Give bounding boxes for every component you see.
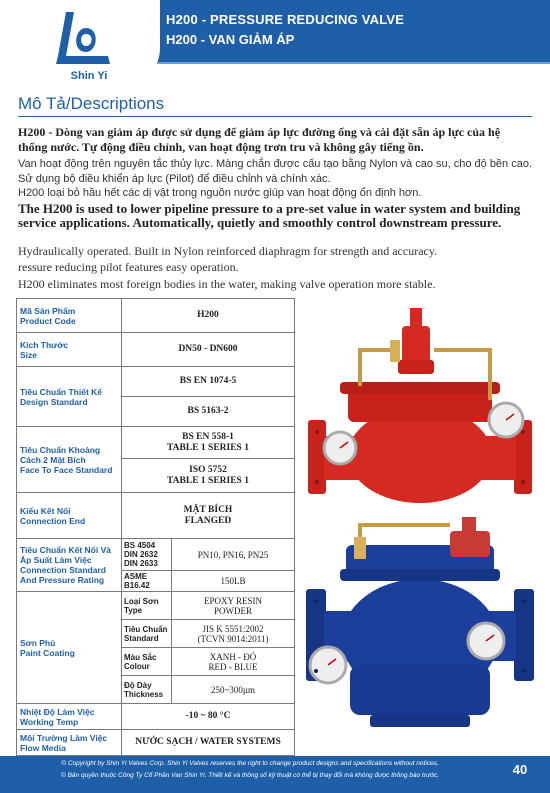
pressure-value-2: 150LB [172, 571, 295, 592]
page-subtitle: H200 - VAN GIẢM ÁP [166, 32, 295, 47]
footer-copyright-vn: © Bản quyền thuộc Công Ty Cổ Phần Van Shin Yi. Thiết kế và thông số kỹ thuật có thể bị thay đổi mà không được thông báo trước. [60, 772, 439, 779]
description-en-1: Hydraulically operated. Built in Nylon reinforced diaphragm for strength and accuracy. [18, 244, 438, 258]
page-number: 40 [512, 762, 528, 777]
red-valve-image [300, 300, 540, 510]
description-vn-2: H200 loại bỏ hầu hết các dị vật trong nguồn nước giúp van hoạt động ổn định hơn. [18, 187, 422, 199]
size-label: Kích Thước Size [17, 333, 122, 367]
face-to-face-label: Tiêu Chuẩn Khoảng Cách 2 Mặt Bích Face To Face Standard [17, 427, 122, 493]
face-to-face-2: ISO 5752 TABLE 1 SERIES 1 [122, 459, 295, 493]
paint-coating-label: Sơn Phủ Paint Coating [17, 592, 122, 704]
page-title: H200 - PRESSURE REDUCING VALVE [166, 12, 405, 27]
connection-end-label: Kiểu Kết Nối Connection End [17, 493, 122, 539]
size-value: DN50 - DN600 [122, 333, 295, 367]
description-en-2: ressure reducing pilot features easy operation. [18, 260, 239, 274]
blue-valve-image [300, 515, 540, 740]
pressure-value-1: PN10, PN16, PN25 [172, 539, 295, 571]
product-code-value: H200 [122, 299, 295, 333]
spec-table [16, 298, 295, 756]
paint-thickness-label: Độ Dày Thickness [122, 676, 172, 704]
description-vn-bold: H200 - Dòng van giảm áp được sử dụng để giảm áp lực đường ống và cài đặt sẵn áp lực của hệ thống nước. Tự động điều chỉnh, van hoạt động trơn tru và không gây tiếng ồn. [18, 125, 501, 154]
flow-media-value: NƯỚC SẠCH / WATER SYSTEMS [122, 730, 295, 756]
section-divider [18, 116, 532, 117]
section-title: Mô Tả/Descriptions [18, 94, 165, 113]
description-en-3: H200 eliminates most foreign bodies in the water, making valve operation more stable. [18, 277, 436, 291]
connection-end-value: MẶT BÍCH FLANGED [122, 493, 295, 539]
shin-yi-logo-icon [52, 4, 122, 74]
paint-standard-value: JIS K 5551:2002 (TCVN 9014:2011) [172, 620, 295, 648]
paint-standard-label: Tiêu Chuẩn Standard [122, 620, 172, 648]
pressure-standard-1: BS 4504 DIN 2632 DIN 2633 [122, 539, 172, 571]
pressure-standard-2: ASME B16.42 [122, 571, 172, 592]
design-standard-label: Tiêu Chuẩn Thiết Kế Design Standard [17, 367, 122, 427]
brand-name: Shin Yi [70, 70, 108, 82]
description-vn-1: Van hoạt động trên nguyên tắc thủy lực. Màng chắn được cấu tạo bằng Nylon và cao su, cho độ bền cao. Sử dụng bộ điều khiển áp lực (Pilot) để điều chỉnh và chính xác. [18, 158, 533, 185]
paint-colour-label: Màu Sắc Colour [122, 648, 172, 676]
paint-type-label: Loại Sơn Type [122, 592, 172, 620]
design-standard-1: BS EN 1074-5 [122, 367, 295, 397]
pressure-rating-label: Tiêu Chuẩn Kết Nối Và Áp Suất Làm Việc Connection Standard And Pressure Rating [17, 539, 122, 592]
flow-media-label: Môi Trường Làm Việc Flow Media [17, 730, 122, 756]
working-temp-value: -10 ~ 80 °C [122, 704, 295, 730]
working-temp-label: Nhiệt Độ Làm Việc Working Temp [17, 704, 122, 730]
product-code-label: Mã Sản Phẩm Product Code [17, 299, 122, 333]
face-to-face-1: BS EN 558-1 TABLE 1 SERIES 1 [122, 427, 295, 459]
description-en-bold: The H200 is used to lower pipeline pressure to a pre-set value in water system and building service applications. Automatically, quietly and smoothly control downstream pressure. [18, 201, 521, 230]
paint-colour-value: XANH - ĐỎ RED - BLUE [172, 648, 295, 676]
design-standard-2: BS 5163-2 [122, 397, 295, 427]
footer-copyright-en: © Copyright by Shin Yi Valves Corp. Shin Yi Valves reserves the right to change product designs and specifications without notices. [61, 760, 439, 767]
paint-thickness-value: 250~300µm [172, 676, 295, 704]
paint-type-value: EPOXY RESIN POWDER [172, 592, 295, 620]
